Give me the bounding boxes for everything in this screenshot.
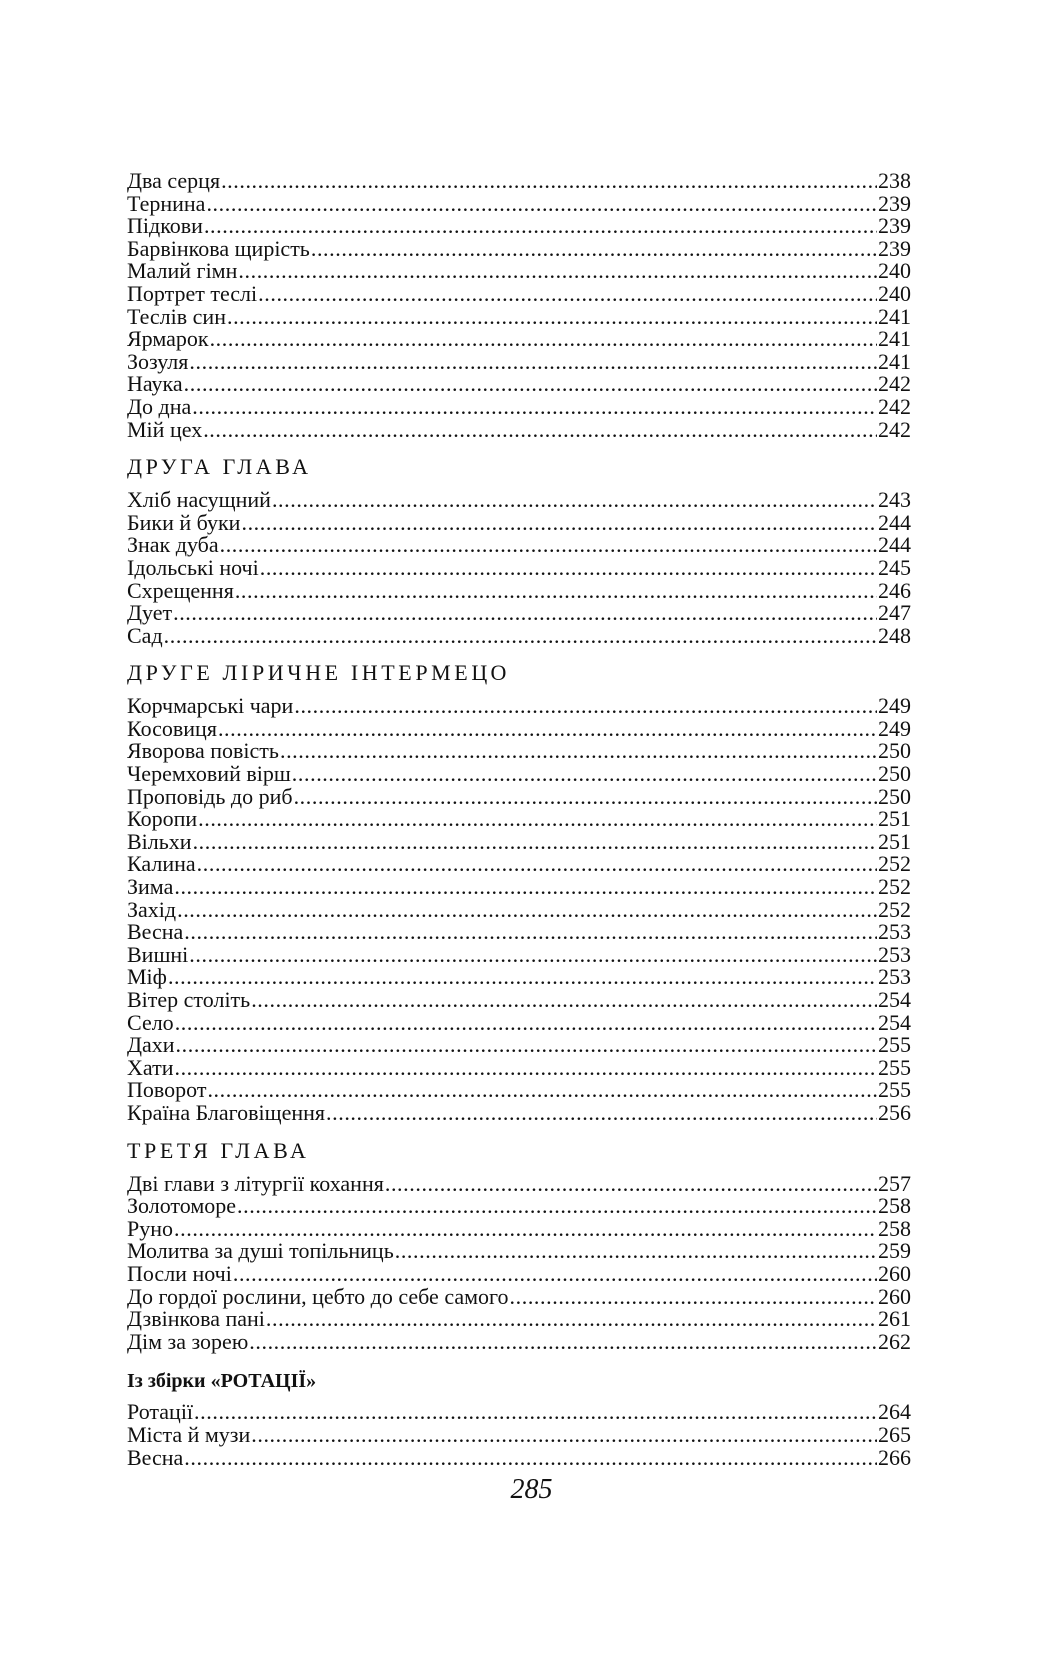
entry-page-number: 250	[878, 783, 911, 809]
entry-page-number: 258	[878, 1193, 911, 1219]
dot-leader	[251, 989, 877, 1012]
dot-leader	[238, 260, 877, 283]
entry-page-number: 239	[878, 235, 911, 261]
entry-page-number: 250	[878, 761, 911, 787]
entry-page-number: 265	[878, 1421, 911, 1447]
dot-leader	[207, 1079, 877, 1102]
dot-leader	[177, 899, 877, 922]
entry-page-number: 255	[878, 1032, 911, 1058]
toc-entry	[127, 1099, 911, 1125]
entry-page-number: 244	[878, 532, 911, 558]
entry-page-number: 245	[878, 554, 911, 580]
toc-entry	[127, 808, 911, 831]
entry-title: Барвінкова щирість	[127, 235, 310, 261]
toc-entry	[127, 1260, 911, 1286]
toc-entry	[127, 509, 911, 535]
entry-title: Корчмарські чари	[127, 693, 294, 719]
entry-title: Країна Благовіщення	[127, 1099, 326, 1125]
dot-leader	[197, 853, 877, 876]
entry-page-number: 252	[878, 874, 911, 900]
dot-leader	[266, 1308, 877, 1331]
toc-entry	[127, 235, 911, 261]
entry-page-number: 253	[878, 941, 911, 967]
toc-entry	[127, 896, 911, 922]
entry-page-number: 241	[878, 326, 911, 352]
dot-leader	[249, 1331, 877, 1354]
entry-title: Молитва за душі топільниць	[127, 1238, 394, 1264]
entry-page-number: 240	[878, 280, 911, 306]
entry-title: Яворова повість	[127, 738, 279, 764]
toc-entry	[127, 941, 911, 967]
toc-entry	[127, 1034, 911, 1057]
dot-leader	[175, 1012, 877, 1035]
dot-leader	[510, 1286, 877, 1309]
toc-entry	[127, 966, 911, 989]
entry-title: Портрет теслі	[127, 280, 258, 306]
entry-title: Бики й буки	[127, 509, 241, 535]
entry-title: Поворот	[127, 1077, 207, 1103]
dot-leader	[194, 1401, 877, 1424]
entry-title: Дві глави з літургії кохання	[127, 1170, 384, 1196]
dot-leader	[251, 1424, 877, 1447]
entry-title: Зима	[127, 874, 174, 900]
entry-page-number: 266	[878, 1444, 911, 1470]
entry-page-number: 254	[878, 1009, 911, 1035]
toc-entry	[127, 215, 911, 238]
toc-entry	[127, 921, 911, 944]
toc-entry	[127, 876, 911, 899]
dot-leader	[174, 1057, 877, 1080]
entry-title: Дует	[127, 600, 173, 626]
entry-page-number: 253	[878, 964, 911, 990]
entry-title: Черемховий вірш	[127, 761, 291, 787]
dot-leader	[189, 944, 877, 967]
toc-entry	[127, 1328, 911, 1354]
entry-page-number: 239	[878, 190, 911, 216]
dot-leader	[193, 831, 877, 854]
entry-page-number: 241	[878, 303, 911, 329]
dot-leader	[235, 580, 877, 603]
section-heading: ДРУГА ГЛАВА	[127, 454, 312, 480]
entry-title: Сад	[127, 622, 163, 648]
entry-page-number: 252	[878, 896, 911, 922]
toc-entry	[127, 1421, 911, 1447]
dot-leader	[189, 351, 877, 374]
dot-leader	[220, 534, 877, 557]
entry-page-number: 256	[878, 1099, 911, 1125]
dot-leader	[184, 1447, 877, 1470]
toc-entry	[127, 1240, 911, 1263]
entry-page-number: 255	[878, 1054, 911, 1080]
entry-page-number: 242	[878, 393, 911, 419]
entry-title: Мій цех	[127, 416, 203, 442]
entry-title: Калина	[127, 851, 196, 877]
entry-title: Весна	[127, 919, 184, 945]
entry-title: До дна	[127, 393, 192, 419]
dot-leader	[218, 718, 877, 741]
entry-title: Дахи	[127, 1032, 175, 1058]
entry-title: Руно	[127, 1215, 174, 1241]
toc-entry	[127, 1054, 911, 1080]
dot-leader	[326, 1102, 877, 1125]
entry-title: Малий гімн	[127, 258, 238, 284]
dot-leader	[173, 602, 877, 625]
entry-title: Теслів син	[127, 303, 226, 329]
entry-title: Проповідь до риб	[127, 783, 293, 809]
toc-entry	[127, 303, 911, 329]
entry-page-number: 248	[878, 622, 911, 648]
dot-leader	[192, 396, 877, 419]
dot-leader	[168, 966, 877, 989]
toc-entry	[127, 554, 911, 580]
entry-page-number: 254	[878, 987, 911, 1012]
toc-entry	[127, 534, 911, 557]
toc-entry	[127, 989, 911, 1012]
entry-title: Село	[127, 1009, 174, 1035]
toc-entry	[127, 1283, 911, 1309]
dot-leader	[174, 876, 877, 899]
dot-leader	[184, 373, 877, 396]
table-of-contents	[127, 170, 911, 1469]
entry-title: Наука	[127, 371, 183, 397]
toc-entry	[127, 416, 911, 442]
toc-entry	[127, 1444, 911, 1470]
entry-title: Посли ночі	[127, 1260, 232, 1286]
toc-entry	[127, 740, 911, 763]
dot-leader	[385, 1173, 877, 1196]
entry-title: Захід	[127, 896, 177, 922]
entry-page-number: 262	[878, 1328, 911, 1354]
dot-leader	[280, 740, 877, 763]
dot-leader	[210, 328, 877, 351]
entry-title: Знак дуба	[127, 532, 219, 558]
entry-title: До гордої рослини, цебто до себе самого	[127, 1283, 509, 1309]
entry-title: Дзвінкова пані	[127, 1306, 265, 1332]
toc-entry	[127, 715, 911, 741]
entry-title: Міста й музи	[127, 1421, 251, 1447]
entry-page-number: 255	[878, 1077, 911, 1103]
entry-title: Весна	[127, 1444, 184, 1470]
entry-title: Вишні	[127, 941, 189, 967]
entry-title: Тернина	[127, 190, 206, 216]
entry-page-number: 261	[878, 1306, 911, 1332]
toc-entry	[127, 1308, 911, 1331]
page-number: 285	[510, 1474, 553, 1505]
dot-leader	[221, 170, 877, 193]
entry-page-number: 249	[878, 715, 911, 741]
entry-page-number: 249	[878, 693, 911, 719]
entry-page-number: 264	[878, 1399, 911, 1425]
entry-page-number: 259	[878, 1238, 911, 1264]
entry-page-number: 251	[878, 806, 911, 832]
dot-leader	[241, 512, 877, 535]
entry-page-number: 257	[878, 1170, 911, 1196]
entry-page-number: 238	[878, 168, 911, 193]
entry-title: Золотоморе	[127, 1193, 237, 1219]
entry-page-number: 260	[878, 1283, 911, 1309]
dot-leader	[203, 419, 877, 442]
dot-leader	[233, 1263, 877, 1286]
dot-leader	[311, 238, 877, 261]
toc-entry	[127, 763, 911, 786]
entry-page-number: 244	[878, 509, 911, 535]
entry-title: Хліб насущний	[127, 487, 271, 513]
dot-leader	[176, 1034, 877, 1057]
toc-entry	[127, 1401, 911, 1424]
entry-title: Ротації	[127, 1399, 194, 1425]
toc-entry	[127, 280, 911, 306]
toc-entry	[127, 1170, 911, 1196]
toc-entry	[127, 489, 911, 512]
dot-leader	[260, 557, 877, 580]
entry-page-number: 246	[878, 577, 911, 603]
entry-page-number: 239	[878, 213, 911, 239]
entry-title: Ярмарок	[127, 326, 209, 352]
entry-page-number: 241	[878, 348, 911, 374]
entry-page-number: 242	[878, 416, 911, 442]
entry-title: Дім за зорею	[127, 1328, 249, 1354]
entry-page-number: 258	[878, 1215, 911, 1241]
entry-page-number: 251	[878, 828, 911, 854]
toc-entry	[127, 260, 911, 283]
dot-leader	[258, 283, 877, 306]
entry-title: Хати	[127, 1054, 174, 1080]
toc-entry	[127, 190, 911, 216]
entry-title: Вільхи	[127, 828, 192, 854]
entry-page-number: 242	[878, 371, 911, 397]
toc-entry	[127, 1009, 911, 1035]
entry-title: Зозуля	[127, 348, 189, 374]
collection-heading: Із збірки «РОТАЦІЇ»	[127, 1370, 317, 1393]
entry-title: Підкови	[127, 213, 203, 239]
section-heading: ТРЕТЯ ГЛАВА	[127, 1137, 310, 1163]
toc-entry	[127, 695, 911, 718]
entry-page-number: 250	[878, 738, 911, 764]
toc-entry	[127, 348, 911, 374]
entry-title: Два серця	[127, 168, 221, 193]
dot-leader	[272, 489, 877, 512]
entry-title: Вітер століть	[127, 987, 251, 1012]
toc-entry	[127, 828, 911, 854]
toc-entry	[127, 328, 911, 351]
entry-title: Коропи	[127, 806, 198, 832]
entry-title: Міф	[127, 964, 167, 990]
entry-page-number: 252	[878, 851, 911, 877]
entry-page-number: 253	[878, 919, 911, 945]
toc-entry	[127, 783, 911, 809]
dot-leader	[227, 306, 877, 329]
dot-leader	[204, 215, 877, 238]
entry-page-number: 243	[878, 487, 911, 513]
dot-leader	[395, 1240, 877, 1263]
entry-title: Ідольські ночі	[127, 554, 259, 580]
toc-entry	[127, 602, 911, 625]
entry-title: Косовиця	[127, 715, 217, 741]
dot-leader	[198, 808, 877, 831]
dot-leader	[294, 695, 877, 718]
entry-title: Схрещення	[127, 577, 234, 603]
toc-entry	[127, 577, 911, 603]
toc-entry	[127, 622, 911, 648]
entry-page-number: 240	[878, 258, 911, 284]
dot-leader	[164, 625, 877, 648]
toc-entry	[127, 1195, 911, 1218]
dot-leader	[294, 786, 877, 809]
entry-page-number: 260	[878, 1260, 911, 1286]
dot-leader	[292, 763, 877, 786]
toc-entry	[127, 1079, 911, 1102]
toc-entry	[127, 853, 911, 876]
dot-leader	[237, 1195, 877, 1218]
toc-entry	[127, 373, 911, 396]
toc-entry	[127, 393, 911, 419]
dot-leader	[184, 921, 877, 944]
entry-page-number: 247	[878, 600, 911, 626]
toc-entry	[127, 1215, 911, 1241]
dot-leader	[206, 193, 877, 216]
section-heading: ДРУГЕ ЛІРИЧНЕ ІНТЕРМЕЦО	[127, 660, 511, 686]
toc-entry	[127, 170, 911, 193]
dot-leader	[174, 1218, 877, 1241]
